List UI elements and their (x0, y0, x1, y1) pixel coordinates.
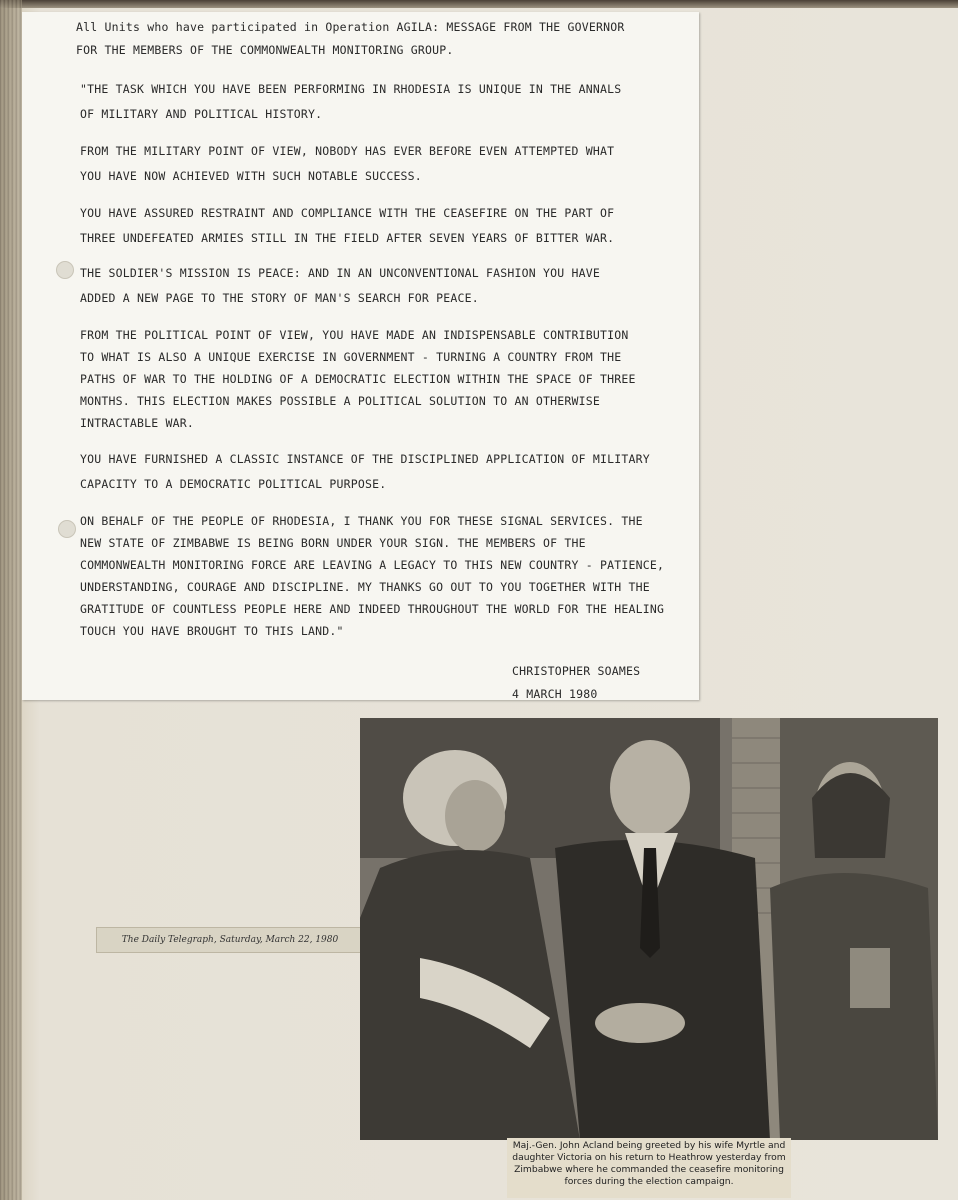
letter-line: COMMONWEALTH MONITORING FORCE ARE LEAVING A LEGACY TO THIS NEW COUNTRY - PATIENCE, (80, 558, 665, 572)
letter-line: ADDED A NEW PAGE TO THE STORY OF MAN'S SEARCH FOR PEACE. (80, 291, 479, 305)
punch-hole (58, 520, 76, 538)
letter-line: INTRACTABLE WAR. (80, 416, 194, 430)
signature-name: CHRISTOPHER SOAMES (512, 664, 641, 678)
letter-line: YOU HAVE NOW ACHIEVED WITH SUCH NOTABLE SUCCESS. (80, 169, 422, 183)
page-top-edge (0, 0, 958, 8)
letter-line: FROM THE POLITICAL POINT OF VIEW, YOU HAVE MADE AN INDISPENSABLE CONTRIBUTION (80, 328, 629, 342)
newspaper-photo (360, 718, 938, 1140)
letter-line: PATHS OF WAR TO THE HOLDING OF A DEMOCRATIC ELECTION WITHIN THE SPACE OF THREE (80, 372, 636, 386)
letter-line: NEW STATE OF ZIMBABWE IS BEING BORN UNDER YOUR SIGN. THE MEMBERS OF THE (80, 536, 586, 550)
letter-line: TOUCH YOU HAVE BROUGHT TO THIS LAND." (80, 624, 344, 638)
letter-line: ON BEHALF OF THE PEOPLE OF RHODESIA, I THANK YOU FOR THESE SIGNAL SERVICES. THE (80, 514, 643, 528)
photo-caption-text: Maj.-Gen. John Acland being greeted by his wife Myrtle and daughter Victoria on his return to Heathrow yesterday from Zimbabwe where he commanded the ceasefire monitoring forces during the election campaign. (512, 1140, 786, 1187)
letter-line: THE SOLDIER'S MISSION IS PEACE: AND IN AN UNCONVENTIONAL FASHION YOU HAVE (80, 266, 601, 280)
letter-line: FROM THE MILITARY POINT OF VIEW, NOBODY HAS EVER BEFORE EVEN ATTEMPTED WHAT (80, 144, 615, 158)
signature-date: 4 MARCH 1980 (512, 687, 598, 701)
letter-line: OF MILITARY AND POLITICAL HISTORY. (80, 107, 323, 121)
letter-line: "THE TASK WHICH YOU HAVE BEEN PERFORMING IN RHODESIA IS UNIQUE IN THE ANNALS (80, 82, 622, 96)
album-spine (0, 0, 22, 1200)
letter-line: YOU HAVE FURNISHED A CLASSIC INSTANCE OF THE DISCIPLINED APPLICATION OF MILITARY (80, 452, 650, 466)
newspaper-masthead: The Daily Telegraph, Saturday, March 22, 1980 (121, 935, 339, 945)
letter-header-line: FOR THE MEMBERS OF THE COMMONWEALTH MONITORING GROUP. (76, 43, 454, 57)
letter-line: THREE UNDEFEATED ARMIES STILL IN THE FIELD AFTER SEVEN YEARS OF BITTER WAR. (80, 231, 615, 245)
letter-line: CAPACITY TO A DEMOCRATIC POLITICAL PURPOSE. (80, 477, 387, 491)
newspaper-masthead-strip (96, 927, 364, 953)
typed-letter (22, 12, 699, 700)
letter-line: YOU HAVE ASSURED RESTRAINT AND COMPLIANCE WITH THE CEASEFIRE ON THE PART OF (80, 206, 615, 220)
photo-illustration (360, 718, 938, 1140)
photo-caption (507, 1138, 791, 1198)
letter-line: UNDERSTANDING, COURAGE AND DISCIPLINE. MY THANKS GO OUT TO YOU TOGETHER WITH THE (80, 580, 650, 594)
letter-header-line: All Units who have participated in Operation AGILA: MESSAGE FROM THE GOVERNOR (76, 20, 625, 34)
punch-hole (56, 261, 74, 279)
letter-line: GRATITUDE OF COUNTLESS PEOPLE HERE AND INDEED THROUGHOUT THE WORLD FOR THE HEALING (80, 602, 665, 616)
letter-line: TO WHAT IS ALSO A UNIQUE EXERCISE IN GOVERNMENT - TURNING A COUNTRY FROM THE (80, 350, 622, 364)
letter-line: MONTHS. THIS ELECTION MAKES POSSIBLE A POLITICAL SOLUTION TO AN OTHERWISE (80, 394, 601, 408)
